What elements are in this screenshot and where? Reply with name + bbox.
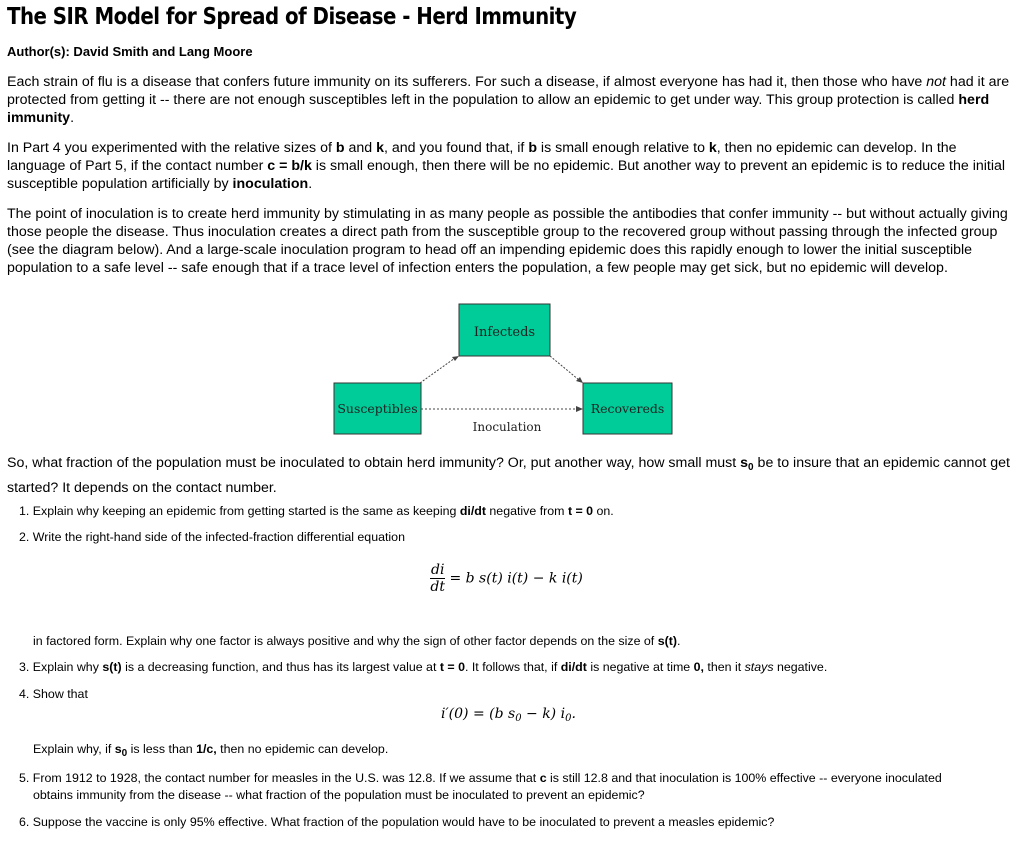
question-4: 4. Show that [19, 687, 88, 701]
equation-didt: $\frac{di}{dt}$ = b s(t) i(t) − k i(t) [430, 562, 583, 595]
sir-diagram [0, 296, 1024, 446]
susceptibles-label: Susceptibles [337, 401, 418, 416]
arrow-susceptible-to-infected [420, 358, 455, 383]
question-2-continued: in factored form. Explain why one factor is always positive and why the sign of other factor depends on the size of s(t). [33, 634, 681, 648]
question-6: 6. Suppose the vaccine is only 95% effective. What fraction of the population would have to be inoculated to prevent a measles epidemic? [19, 815, 775, 829]
question-3: 3. Explain why s(t) is a decreasing function, and thus has its largest value at t = 0. It follows that, if di/dt is negative at time 0, then it stays negative. [19, 660, 828, 674]
authors: Author(s): David Smith and Lang Moore [7, 44, 253, 59]
page-title: The SIR Model for Spread of Disease - Herd Immunity [7, 4, 577, 30]
question-5: 5. From 1912 to 1928, the contact number for measles in the U.S. was 12.8. If we assume that c is still 12.8 and that inoculation is 100% effective -- everyone inoculated obtains immunity from the disease -- what fraction of the population must be inoculated to prevent an epidemic? [19, 771, 942, 802]
intro-paragraph: Each strain of flu is a disease that confers future immunity on its sufferers. For such a disease, if almost everyone has had it, then those who have not had it are protected from getting it -- there are not enough susceptibles left in the population to allow an epidemic to get under way. This group protection is called herd immunity. [7, 74, 1010, 126]
question-2: 2. Write the right-hand side of the infected-fraction differential equation [19, 530, 405, 544]
question-4-continued: Explain why, if $s_0$ is less than 1/c, then no epidemic can develop. [33, 742, 389, 759]
question-intro: So, what fraction of the population must be inoculated to obtain herd immunity? Or, put another way, how small must $s_0$ be to insure that an epidemic cannot get started? It depends on the contact number. [7, 455, 1010, 496]
infecteds-box [459, 304, 550, 356]
question-1: 1. Explain why keeping an epidemic from getting started is the same as keeping di/dt negative from t = 0 on. [19, 504, 614, 518]
inoculation-label: Inoculation [472, 420, 542, 434]
arrow-infected-to-recovered [550, 356, 579, 380]
inoculation-paragraph: The point of inoculation is to create herd immunity by stimulating in as many people as possible the antibodies that confer immunity -- but without actually giving those people the disease. Thus inoculation creates a direct path from the susceptible group to the recovered group without passing through the infected group (see the diagram below). And a large-scale inoculation program to head off an impending epidemic does this rapidly enough to lower the initial susceptible population to a safe level -- safe enough that if a trace level of infection enters the population, a few people may get sick, but no epidemic will develop. [7, 206, 1008, 276]
recovereds-label: Recovereds [590, 401, 665, 416]
infecteds-label: Infecteds [473, 325, 536, 340]
part4-paragraph: In Part 4 you experimented with the relative sizes of b and k, and you found that, if b is small enough relative to k, then no epidemic can develop. In the language of Part 5, if the contact number c = b/k is small enough, then there will be no epidemic. But another way to prevent an epidemic is to reduce the initial susceptible population artificially by inoculation. [7, 140, 1006, 192]
recovereds-box [583, 383, 672, 434]
susceptibles-box [334, 383, 421, 434]
equation-i-prime: i′(0) = (b $s_0 - k$) $i_0$. [441, 706, 576, 724]
